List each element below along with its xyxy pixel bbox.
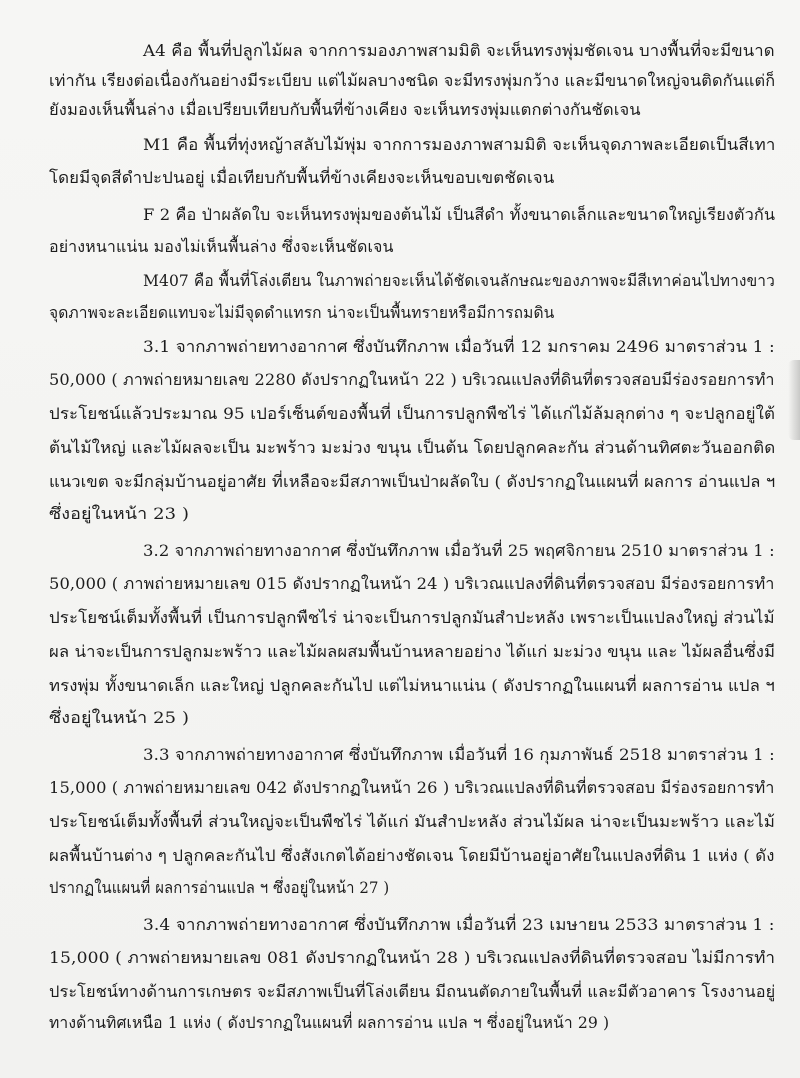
text-line: ผล น่าจะเป็นการปลูกมะพร้าว และไม้ผลผสมพื้นบ้านหลายอย่าง ได้แก่ มะม่วง ขนุน และ ไม้ผลอื่นซึ่งมี <box>49 642 776 661</box>
text-line: ยังมองเห็นพื้นล่าง เมื่อเปรียบเทียบกับพื้นที่ข้างเคียง จะเห็นทรงพุ่มแตกต่างกันชัดเจน <box>49 100 641 119</box>
text-line: จุดภาพจะละเอียดแทบจะไม่มีจุดดำแทรก น่าจะเป็นพื้นทรายหรือมีการถมดิน <box>49 303 555 322</box>
text-line: ทางด้านทิศเหนือ 1 แห่ง ( ดังปรากฏในแผนที่ ผลการอ่าน แปล ฯ ซึ่งอยู่ในหน้า 29 ) <box>49 1013 610 1032</box>
section-heading-3-4: 3.4 จากภาพถ่ายทางอากาศ ซึ่งบันทึกภาพ เมื่อวันที่ 23 เมษายน 2533 มาตราส่วน 1 : <box>143 915 775 934</box>
page-edge-shadow <box>788 360 800 440</box>
text-line: ต้นไม้ใหญ่ และไม้ผลจะเป็น มะพร้าว มะม่วง ขนุน เป็นต้น โดยปลูกคละกัน ส่วนด้านทิศตะวันออกติด <box>49 438 776 457</box>
section-heading-3-1: 3.1 จากภาพถ่ายทางอากาศ ซึ่งบันทึกภาพ เมื่อวันที่ 12 มกราคม 2496 มาตราส่วน 1 : <box>143 337 775 356</box>
text-line: ประโยชน์เต็มทั้งพื้นที่ ส่วนใหญ่จะเป็นพืชไร่ ได้แก่ มันสำปะหลัง ส่วนไม้ผล น่าจะเป็นมะพร้าว และไม้ <box>49 812 776 831</box>
text-line: ประโยชน์แล้วประมาณ 95 เปอร์เซ็นต์ของพื้นที่ เป็นการปลูกพืชไร่ ได้แก่ไม้ล้มลุกต่าง ๆ จะปลูกอยู่ใต้ <box>49 404 776 423</box>
text-line: F 2 คือ ป่าผลัดใบ จะเห็นทรงพุ่มของต้นไม้ เป็นสีดำ ทั้งขนาดเล็กและขนาดใหญ่เรียงตัวกัน <box>143 205 776 224</box>
text-line: ประโยชน์เต็มทั้งพื้นที่ เป็นการปลูกพืชไร่ น่าจะเป็นการปลูกมันสำปะหลัง เพราะเป็นแปลงใหญ่ ส่วนไม้ <box>49 608 775 627</box>
section-heading-3-2: 3.2 จากภาพถ่ายทางอากาศ ซึ่งบันทึกภาพ เมื่อวันที่ 25 พฤศจิกายน 2510 มาตราส่วน 1 : <box>143 541 775 560</box>
text-line: ประโยชน์ทางด้านการเกษตร จะมีสภาพเป็นที่โล่งเตียน มีถนนตัดภายในพื้นที่ และมีตัวอาคาร โรงงานอยู่ <box>49 982 776 1001</box>
text-line: แนวเขต จะมีกลุ่มบ้านอยู่อาศัย ที่เหลือจะมีสภาพเป็นป่าผลัดใบ ( ดังปรากฏในแผนที่ ผลการ อ่านแปล ฯ <box>49 472 776 491</box>
text-line: A4 คือ พื้นที่ปลูกไม้ผล จากการมองภาพสามมิติ จะเห็นทรงพุ่มชัดเจน บางพื้นที่จะมีขนาด <box>143 41 775 60</box>
text-line: 15,000 ( ภาพถ่ายหมายเลข 081 ดังปรากฏในหน้า 28 ) บริเวณแปลงที่ดินที่ตรวจสอบ ไม่มีการทำ <box>49 948 776 967</box>
text-line: โดยมีจุดสีดำปะปนอยู่ เมื่อเทียบกับพื้นที่ข้างเคียงจะเห็นขอบเขตชัดเจน <box>49 168 555 187</box>
text-line: ผลพื้นบ้านต่าง ๆ ปลูกคละกันไป ซึ่งสังเกตได้อย่างชัดเจน โดยมีบ้านอยู่อาศัยในแปลงที่ดิน 1 แห่ง ( ดัง <box>49 846 775 865</box>
section-heading-3-3: 3.3 จากภาพถ่ายทางอากาศ ซึ่งบันทึกภาพ เมื่อวันที่ 16 กุมภาพันธ์ 2518 มาตราส่วน 1 : <box>143 745 775 764</box>
text-line: ปรากฏในแผนที่ ผลการอ่านแปล ฯ ซึ่งอยู่ในหน้า 27 ) <box>49 878 390 897</box>
text-line: 50,000 ( ภาพถ่ายหมายเลข 2280 ดังปรากฏในหน้า 22 ) บริเวณแปลงที่ดินที่ตรวจสอบมีร่องรอยการทำ <box>49 370 775 389</box>
text-line: ซึ่งอยู่ในหน้า 23 ) <box>49 504 190 523</box>
text-line: 50,000 ( ภาพถ่ายหมายเลข 015 ดังปรากฏในหน้า 24 ) บริเวณแปลงที่ดินที่ตรวจสอบ มีร่องรอยการทำ <box>49 574 775 593</box>
text-line: 15,000 ( ภาพถ่ายหมายเลข 042 ดังปรากฏในหน้า 26 ) บริเวณแปลงที่ดินที่ตรวจสอบ มีร่องรอยการทำ <box>49 778 775 797</box>
text-line: อย่างหนาแน่น มองไม่เห็นพื้นล่าง ซึ่งจะเห็นชัดเจน <box>49 237 394 256</box>
text-line: M1 คือ พื้นที่ทุ่งหญ้าสลับไม้พุ่ม จากการมองภาพสามมิติ จะเห็นจุดภาพละเอียดเป็นสีเทา <box>143 135 776 154</box>
text-line: M407 คือ พื้นที่โล่งเตียน ในภาพถ่ายจะเห็นได้ชัดเจนลักษณะของภาพจะมีสีเทาค่อนไปทางขาว <box>143 271 775 290</box>
text-line: ทรงพุ่ม ทั้งขนาดเล็ก และใหญ่ ปลูกคละกันไป แต่ไม่หนาแน่น ( ดังปรากฏในแผนที่ ผลการอ่าน แปล ฯ <box>49 676 775 695</box>
text-line: เท่ากัน เรียงต่อเนื่องกันอย่างมีระเบียบ แต่ไม้ผลบางชนิด จะมีทรงพุ่มกว้าง และมีขนาดใหญ่จนติดกันแต่ก็ <box>49 71 776 90</box>
text-line: ซึ่งอยู่ในหน้า 25 ) <box>49 708 190 727</box>
